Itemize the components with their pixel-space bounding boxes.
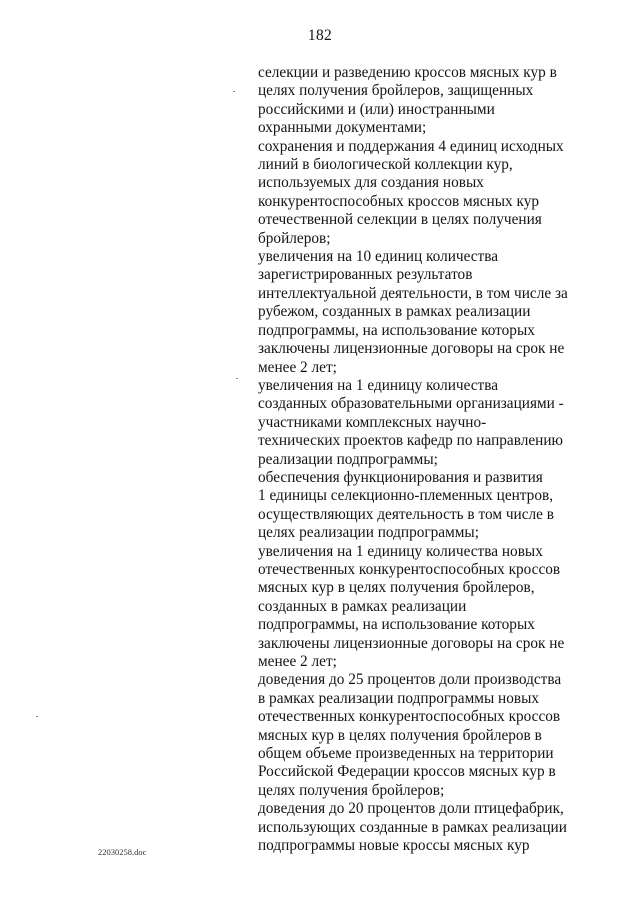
- text-line: конкурентоспособных кроссов мясных кур: [258, 192, 539, 210]
- scan-speck: [236, 378, 238, 379]
- text-line: целях получения бройлеров, защищенных: [258, 82, 534, 100]
- text-line: технических проектов кафедр по направлению: [258, 432, 563, 450]
- text-line: осуществляющих деятельность в том числе в: [258, 505, 554, 523]
- document-footer-code: 22030258.doc: [98, 847, 147, 857]
- text-line: менее 2 лет;: [258, 653, 337, 670]
- text-line: охранными документами;: [258, 119, 427, 137]
- text-line: менее 2 лет;: [258, 358, 337, 376]
- scan-speck: [233, 91, 235, 92]
- text-line: зарегистрированных результатов: [258, 266, 473, 284]
- text-line: заключены лицензионные договоры на срок не: [258, 340, 565, 358]
- text-line: подпрограммы новые кроссы мясных кур: [258, 837, 530, 855]
- text-line: участниками комплексных научно-: [258, 413, 487, 431]
- text-line: отечественных конкурентоспособных кроссов: [258, 560, 561, 578]
- scan-speck: [36, 716, 38, 717]
- document-body: [258, 64, 598, 855]
- text-line: подпрограммы, на использование которых: [258, 321, 535, 339]
- text-line: интеллектуальной деятельности, в том числе за: [258, 284, 568, 302]
- text-line: рубежом, созданных в рамках реализации: [258, 303, 531, 321]
- text-line: созданных образовательными организациями -: [258, 395, 564, 413]
- text-line: доведения до 25 процентов доли производства: [258, 671, 562, 689]
- text-line: сохранения и поддержания 4 единиц исходных: [258, 137, 564, 155]
- text-line: использующих созданные в рамках реализации: [258, 818, 567, 836]
- text-line: общем объеме произведенных на территории: [258, 745, 554, 763]
- text-line: отечественных конкурентоспособных кроссов: [258, 708, 561, 726]
- text-line: целях реализации подпрограммы;: [258, 524, 479, 542]
- text-line: селекции и разведению кроссов мясных кур в: [258, 64, 557, 81]
- text-line: заключены лицензионные договоры на срок не: [258, 634, 565, 652]
- text-line: подпрограммы, на использование которых: [258, 616, 535, 634]
- text-line: мясных кур в целях получения бройлеров,: [258, 579, 535, 597]
- text-line: в рамках реализации подпрограммы новых: [258, 689, 540, 707]
- text-line: 1 единицы селекционно-племенных центров,: [258, 487, 554, 505]
- text-line: созданных в рамках реализации: [258, 597, 467, 615]
- text-line: доведения до 20 процентов доли птицефабрик,: [258, 800, 564, 818]
- text-line: мясных кур в целях получения бройлеров в: [258, 726, 542, 744]
- text-line: обеспечения функционирования и развития: [258, 468, 543, 486]
- text-line: линий в биологической коллекции кур,: [258, 156, 513, 174]
- text-line: отечественной селекции в целях получения: [258, 211, 542, 229]
- text-line: реализации подпрограммы;: [258, 450, 438, 468]
- text-line: Российской Федерации кроссов мясных кур в: [258, 763, 556, 781]
- text-line: российскими и (или) иностранными: [258, 100, 495, 118]
- text-line: увеличения на 1 единицу количества новых: [258, 542, 543, 560]
- page-number: 182: [307, 27, 333, 44]
- text-line: бройлеров;: [258, 229, 331, 247]
- text-line: используемых для создания новых: [258, 174, 484, 192]
- text-line: увеличения на 10 единиц количества: [258, 248, 499, 266]
- text-line: целях получения бройлеров;: [258, 781, 445, 799]
- text-line: увеличения на 1 единицу количества: [258, 376, 499, 394]
